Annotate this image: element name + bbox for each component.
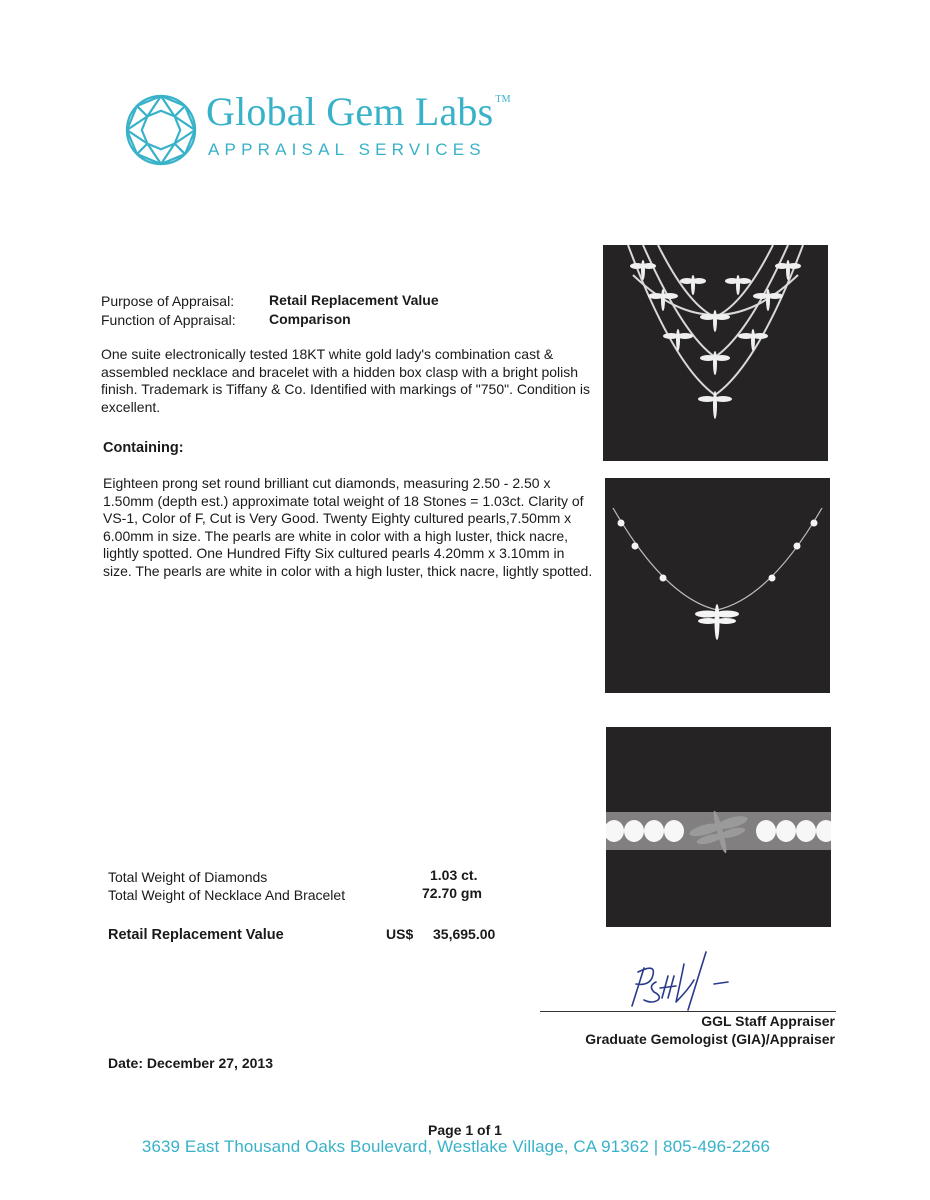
necklace-pearl-photo [605, 478, 830, 693]
item-description: One suite electronically tested 18KT white gold lady's combination cast & assembled necklace and bracelet with a hidden box clasp with a bright polish finish. Trademark is Tiffany & Co. Identified with markings of "750". Condition is excellent. [101, 346, 591, 415]
containing-heading: Containing: [103, 440, 184, 456]
total-weight-label: Total Weight of Necklace And Bracelet [108, 887, 346, 903]
signature-line [540, 1011, 836, 1012]
diamond-weight-label: Total Weight of Diamonds [108, 869, 268, 885]
replacement-value-label: Retail Replacement Value [108, 927, 284, 943]
containing-details: Eighteen prong set round brilliant cut diamonds, measuring 2.50 - 2.50 x 1.50mm (depth est.) approximate total weight of 18 Stones = 1.03ct. Clarity of VS-1, Color of F, Cut is Very Good. Twenty Eighty cultured pearls,7.50mm x 6.00mm in size. The pearls are white in color with a high luster, thick nacre, lightly spotted. One Hundred Fifty Six cultured pearls 4.20mm x 3.10mm in size. The pearls are white in color with a high luster, thick nacre, lightly spotted. [103, 475, 593, 579]
replacement-value-amount: 35,695.00 [433, 926, 496, 942]
page-number: Page 1 of 1 [428, 1122, 502, 1138]
bracelet-photo [606, 727, 831, 927]
function-label: Function of Appraisal: [101, 312, 236, 328]
function-value: Comparison [269, 311, 351, 327]
purpose-value: Retail Replacement Value [269, 292, 439, 308]
appraiser-title: GGL Staff Appraiser [701, 1013, 835, 1029]
diamond-weight-value: 1.03 ct. [430, 867, 478, 883]
appraisal-date: Date: December 27, 2013 [108, 1055, 273, 1071]
brand-name: Global Gem Labs ™ [206, 89, 511, 134]
total-weight-value: 72.70 gm [422, 885, 482, 901]
trademark-mark: TM [495, 94, 511, 105]
currency-label: US$ [386, 926, 414, 942]
footer-address: 3639 East Thousand Oaks Boulevard, Westlake Village, CA 91362 | 805-496-2266 [141, 1137, 771, 1156]
purpose-label: Purpose of Appraisal: [101, 293, 235, 309]
diamond-logo-icon [124, 93, 198, 167]
necklace-layered-photo [603, 245, 828, 461]
handwritten-signature [610, 950, 740, 1012]
brand-tagline: APPRAISAL SERVICES [208, 140, 486, 159]
appraiser-credential: Graduate Gemologist (GIA)/Appraiser [585, 1031, 835, 1047]
